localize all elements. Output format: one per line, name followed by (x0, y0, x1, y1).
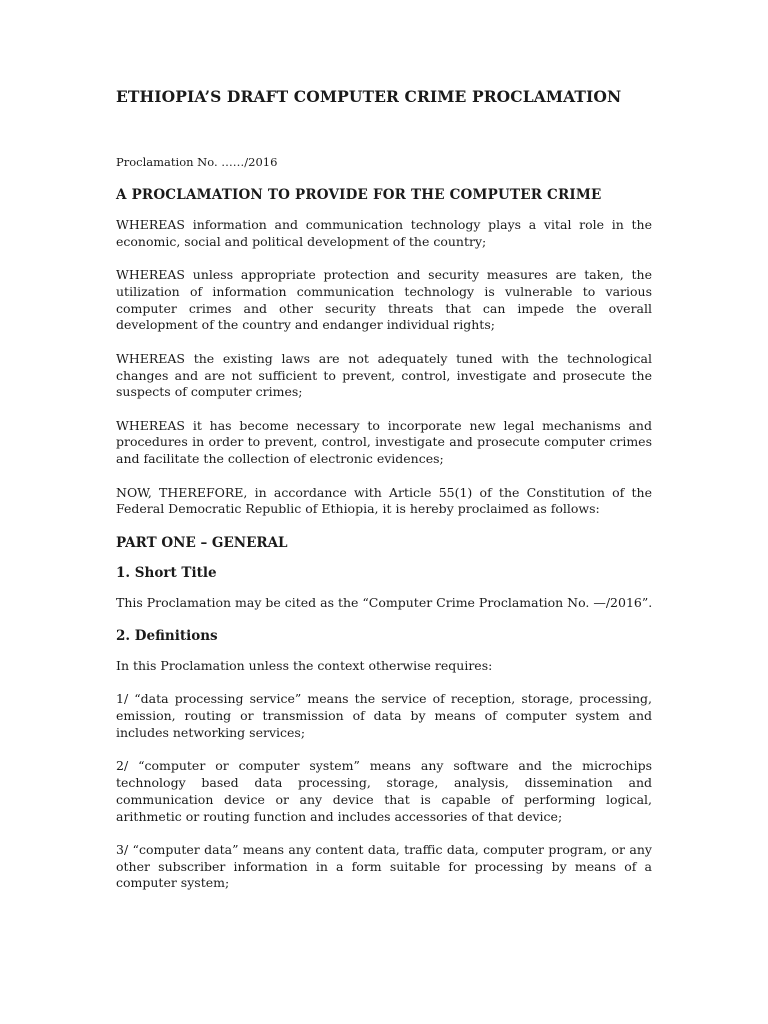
preamble-paragraph: WHEREAS the existing laws are not adequately tuned with the technological changes and are not sufficient to prevent, control, investigate and prosecute the suspects of computer crimes; (116, 350, 652, 400)
definitions-intro: In this Proclamation unless the context otherwise requires: (116, 657, 493, 673)
proclamation-number: Proclamation No. ……/2016 (116, 155, 278, 169)
definition-item: 1/ “data processing service” means the service of reception, storage, processing, emission, routing or transmission of data by means of computer system and includes networking services; (116, 691, 652, 740)
enacting-clause: NOW, THEREFORE, in accordance with Article 55(1) of the Constitution of the Federal Democratic Republic of Ethiopia, it is hereby proclaimed as follows: (116, 484, 652, 517)
preamble-paragraph: WHEREAS it has become necessary to incorporate new legal mechanisms and procedures in order to prevent, control, investigate and prosecute computer crimes and facilitate the collection of electronic evidences; (116, 417, 652, 467)
document-title: ETHIOPIA’S DRAFT COMPUTER CRIME PROCLAMATION (116, 87, 622, 106)
short-title-text: This Proclamation may be cited as the “Computer Crime Proclamation No. —/2016”. (116, 594, 653, 610)
definition-item: 2/ “computer or computer system” means any software and the microchips technology based data processing, storage, analysis, dissemination and communication device or any device that is capable of performing logical, arithmetic or routing function and includes accessories of that device; (116, 758, 652, 824)
short-title-heading: 1. Short Title (116, 564, 217, 581)
definition-item: 3/ “computer data” means any content data, traffic data, computer program, or any other subscriber information in a form suitable for processing by means of a computer system; (116, 841, 652, 891)
preamble-paragraph: WHEREAS information and communication technology plays a vital role in the economic, social and political development of the country; (116, 217, 652, 249)
preamble-paragraph: WHEREAS unless appropriate protection and security measures are taken, the utilization of information communication technology is vulnerable to various computer crimes and other security threats that can impede the overall development of the country and endanger individual rights; (116, 267, 652, 333)
document-body (116, 187, 652, 909)
definitions-heading: 2. Definitions (116, 627, 218, 644)
proclamation-subtitle: A PROCLAMATION TO PROVIDE FOR THE COMPUTER CRIME (116, 187, 602, 203)
part-one-heading: PART ONE – GENERAL (116, 534, 288, 551)
